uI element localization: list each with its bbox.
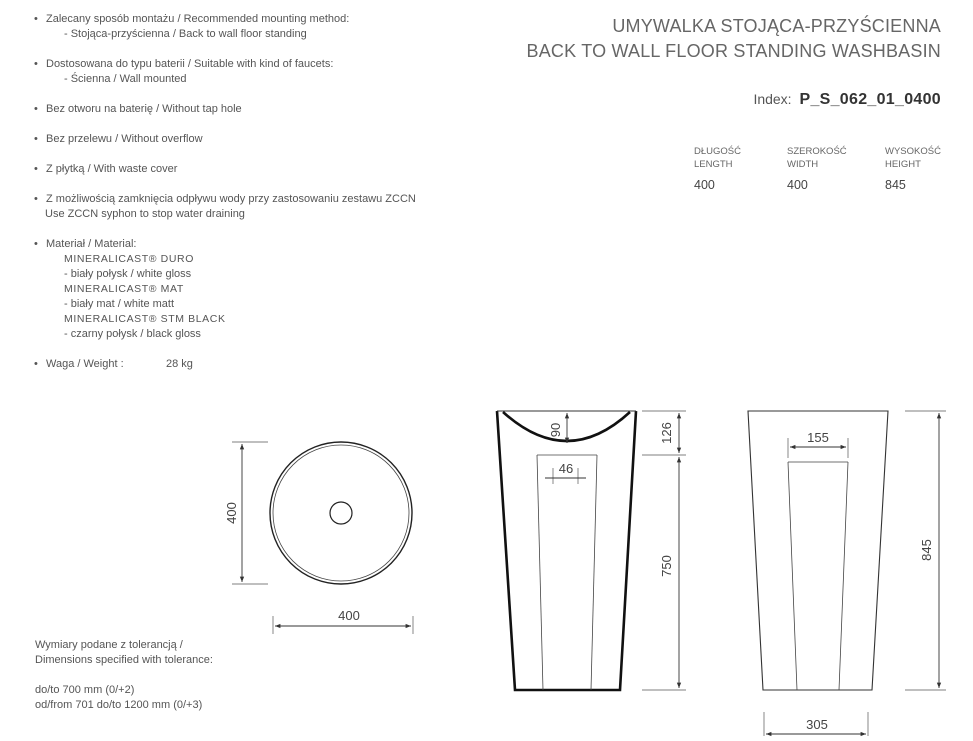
basin-inner-circle xyxy=(273,445,409,581)
material-desc: - biały mat / white matt xyxy=(64,298,175,310)
dim-text-drain: 46 xyxy=(558,461,574,476)
dimension-label-pl: DŁUGOŚĆ xyxy=(694,146,741,157)
side-outline xyxy=(497,411,636,690)
spec-waste-text: Z płytką / With waste cover xyxy=(46,163,178,175)
back-view xyxy=(748,411,946,736)
back-outline xyxy=(748,411,888,690)
bowl-curve xyxy=(503,412,630,441)
spec-overflow-text: Bez przelewu / Without overflow xyxy=(46,133,203,145)
dim-text-base: 305 xyxy=(806,717,828,732)
dimension-label-en: HEIGHT xyxy=(885,159,921,170)
material-name: MINERALICAST® MAT xyxy=(64,283,184,295)
material-desc: - czarny połysk / black gloss xyxy=(64,328,201,340)
spec-mounting-label: Zalecany sposób montażu / Recommended mounting method: xyxy=(46,13,350,25)
bullet-icon: • xyxy=(34,103,38,115)
bullet-icon: • xyxy=(34,58,38,70)
product-title-en: BACK TO WALL FLOOR STANDING WASHBASIN xyxy=(526,41,941,61)
index-label: Index: xyxy=(753,91,792,107)
dim-text-rim: 126 xyxy=(659,422,674,444)
dimension-label-pl: SZEROKOŚĆ xyxy=(787,146,847,157)
spec-faucets-value: - Ścienna / Wall mounted xyxy=(64,73,187,85)
drain-circle xyxy=(330,502,352,524)
tolerance-line: od/from 701 do/to 1200 mm (0/+3) xyxy=(35,699,203,711)
spec-weight-value: 28 kg xyxy=(166,358,193,370)
bullet-icon: • xyxy=(34,133,38,145)
top-view xyxy=(224,442,413,634)
material-name: MINERALICAST® STM BLACK xyxy=(64,313,226,325)
product-title-pl: UMYWALKA STOJĄCA-PRZYŚCIENNA xyxy=(612,16,941,36)
spec-zccn-line1: Z możliwością zamknięcia odpływu wody przy zastosowaniu zestawu ZCCN xyxy=(46,193,416,205)
bullet-icon: • xyxy=(34,358,38,370)
dimension-value: 845 xyxy=(885,178,906,192)
back-panel xyxy=(788,462,848,690)
material-name: MINERALICAST® DURO xyxy=(64,253,194,265)
dim-text-bowl-depth: 90 xyxy=(548,422,563,438)
bullet-icon: • xyxy=(34,238,38,250)
dimension-label-en: WIDTH xyxy=(787,159,819,170)
dimension-label-en: LENGTH xyxy=(694,159,733,170)
index-code: P_S_062_01_0400 xyxy=(799,91,941,108)
spec-zccn-line2: Use ZCCN syphon to stop water draining xyxy=(45,208,245,220)
dim-text-body: 750 xyxy=(659,555,674,577)
dim-text-top-v: 400 xyxy=(224,502,239,524)
spec-faucets-label: Dostosowana do typu baterii / Suitable with kind of faucets: xyxy=(46,58,334,70)
tolerance-line: do/to 700 mm (0/+2) xyxy=(35,684,135,696)
material-desc: - biały połysk / white gloss xyxy=(64,268,192,280)
spec-tap-hole-text: Bez otworu na baterię / Without tap hole xyxy=(46,103,242,115)
dimension-label-pl: WYSOKOŚĆ xyxy=(885,146,941,157)
bullet-icon: • xyxy=(34,13,38,25)
spec-mounting-value: - Stojąca-przyścienna / Back to wall floor standing xyxy=(64,28,307,40)
dim-text-panel-width: 155 xyxy=(807,430,829,445)
side-section-view xyxy=(497,411,686,690)
dimension-value: 400 xyxy=(787,178,808,192)
dim-text-top-h: 400 xyxy=(338,608,360,623)
spec-material-label: Materiał / Material: xyxy=(46,238,137,250)
tolerance-line: Dimensions specified with tolerance: xyxy=(35,654,213,666)
spec-weight-label: Waga / Weight : xyxy=(46,358,124,370)
dimension-value: 400 xyxy=(694,178,715,192)
bullet-icon: • xyxy=(34,193,38,205)
basin-outer-circle xyxy=(270,442,412,584)
bullet-icon: • xyxy=(34,163,38,175)
tolerance-line: Wymiary podane z tolerancją / xyxy=(35,639,183,651)
dim-text-height: 845 xyxy=(919,539,934,561)
